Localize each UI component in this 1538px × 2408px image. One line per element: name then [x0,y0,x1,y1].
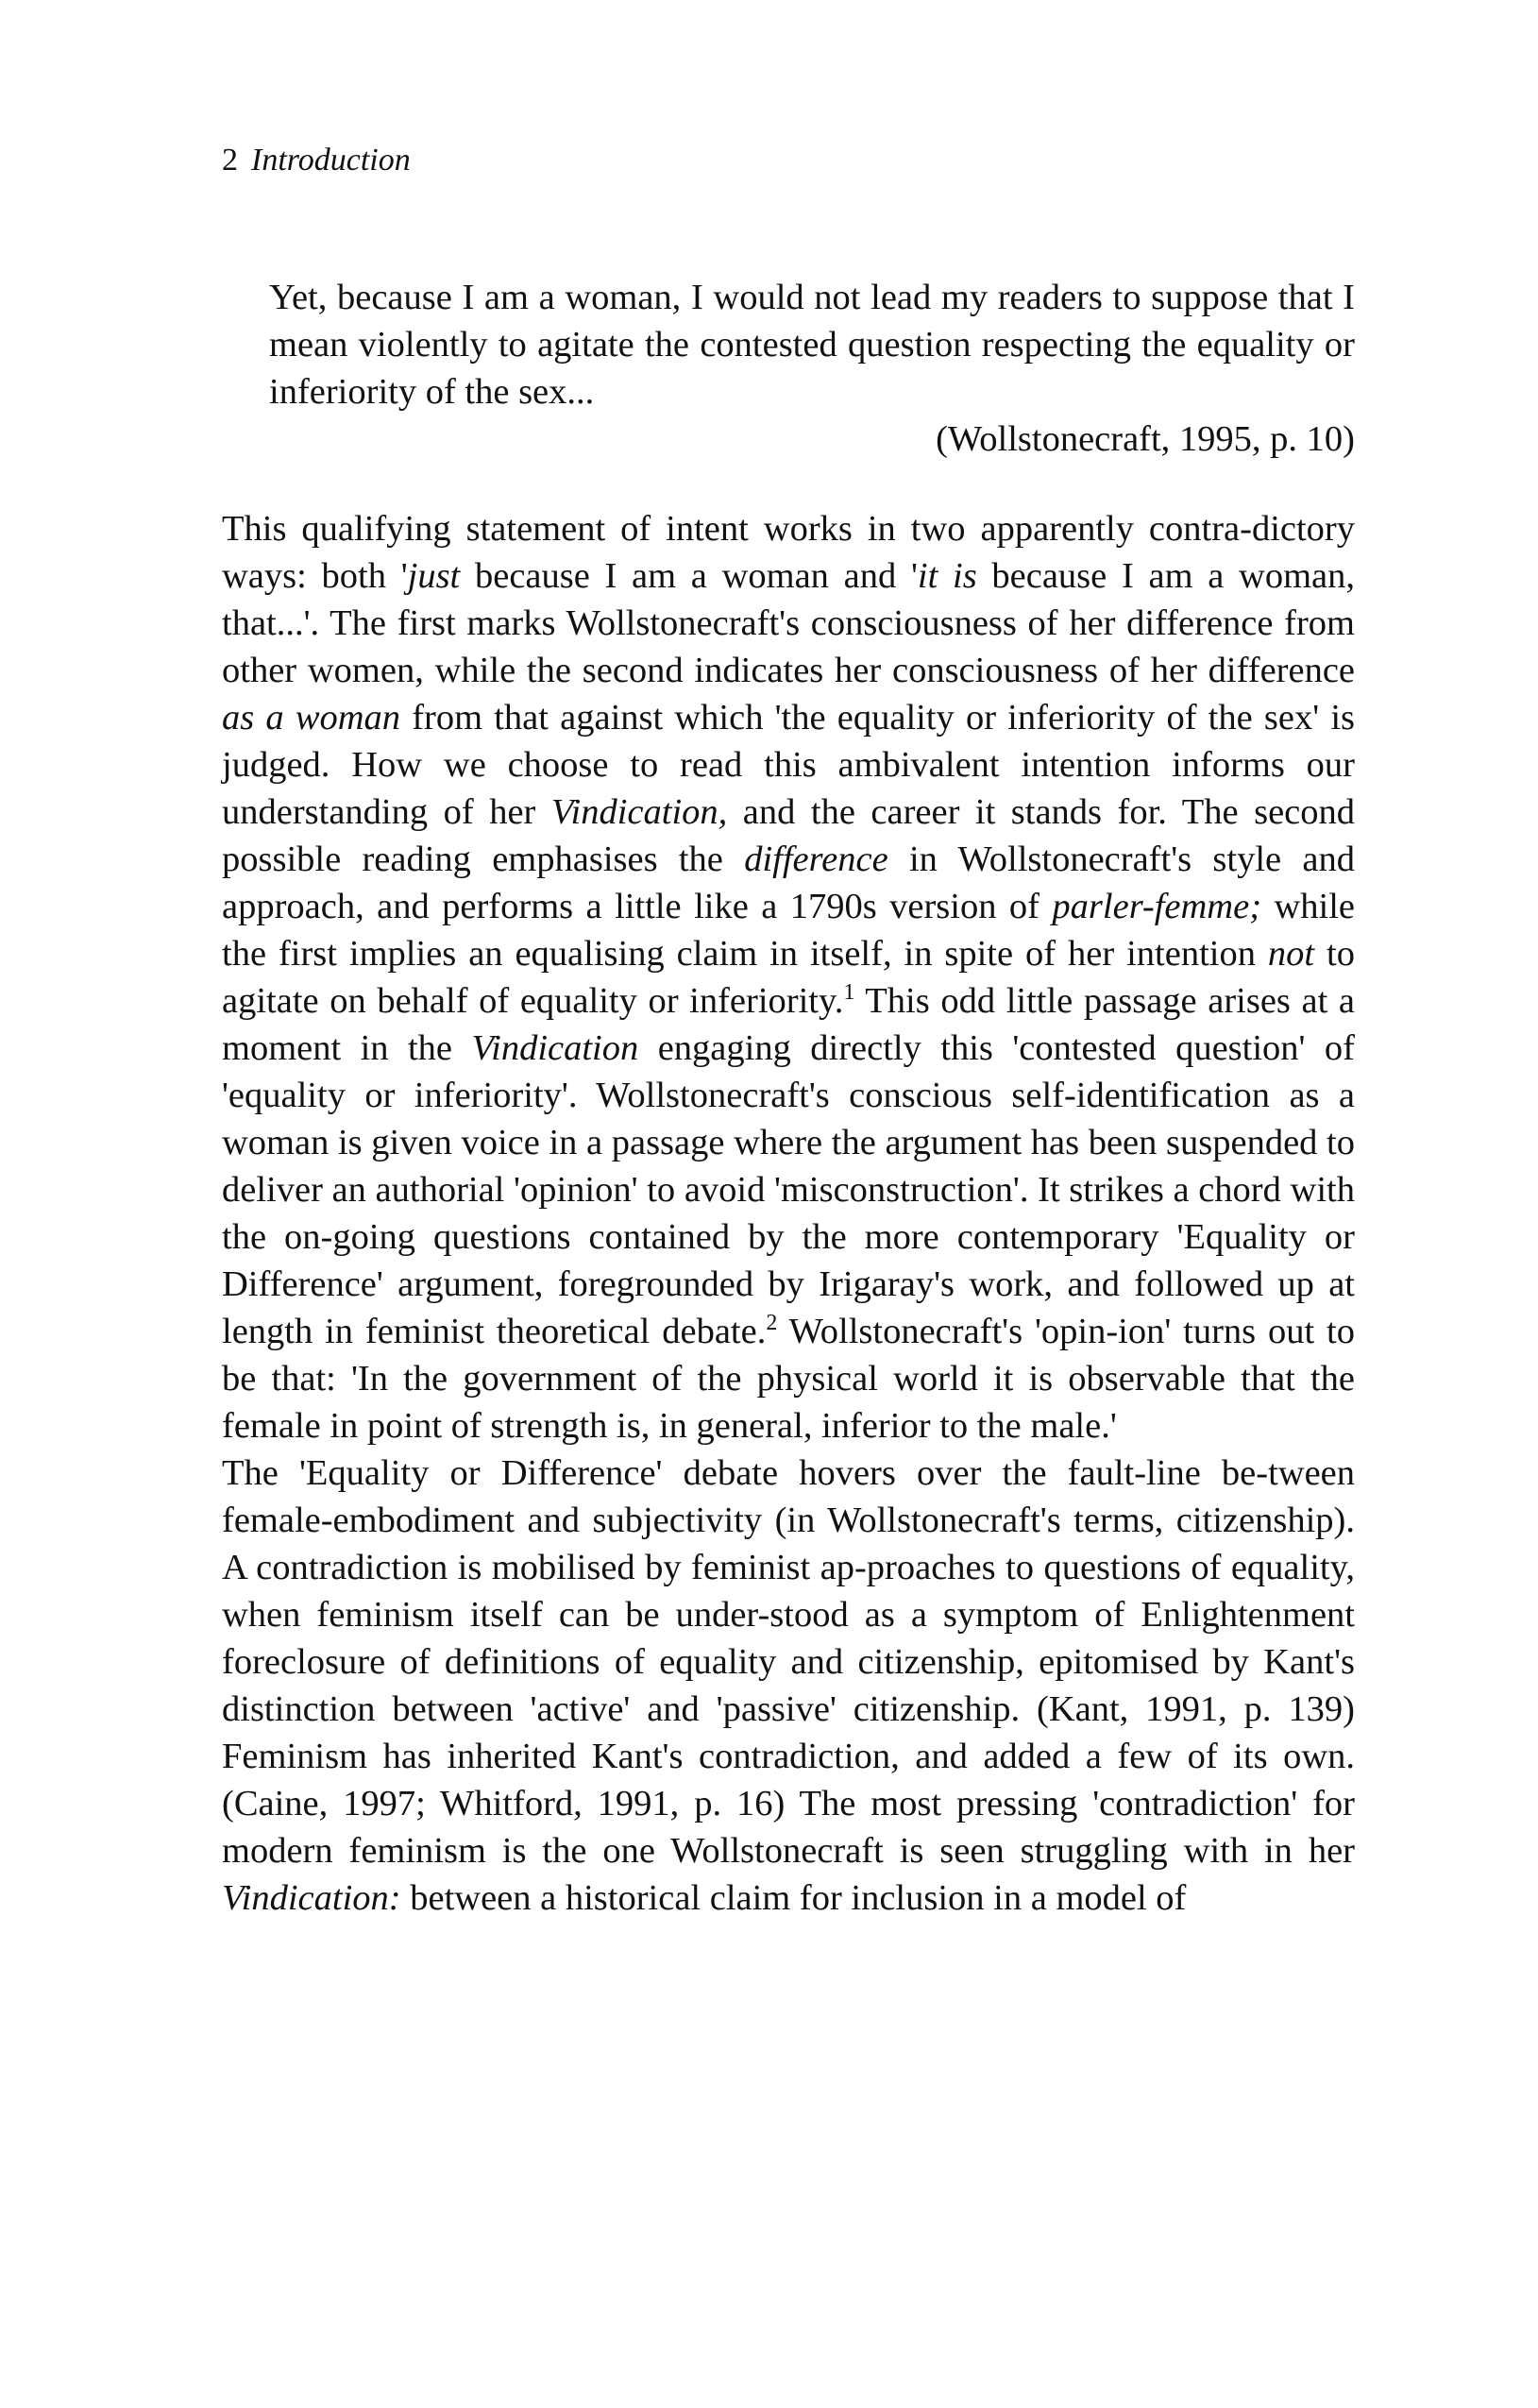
italic-run: as a woman [222,698,401,738]
text-run: to agitate on behalf of equality or inferiority. [222,934,1355,1021]
footnote-ref: 1 [843,980,855,1006]
text-run: because I am a woman and ' [460,556,918,596]
text-run: because I am a woman, that...'. The first marks Wollstonecraft's consciousness of her difference from other women, while the second indicates her consciousness of her difference [222,556,1355,690]
body-text [222,505,1355,1922]
page-number: 2 [222,143,238,178]
text-run: while the first implies an equalising claim in itself, in spite of her intention [222,887,1355,974]
italic-run: not [1267,934,1315,974]
italic-run: Vindication: [222,1878,401,1918]
epigraph-quote: Yet, because I am a woman, I would not lead my readers to suppose that I mean violently to agitate the contested question respecting the equality or inferiority of the sex... [269,278,1355,412]
text-run: between a historical claim for inclusion in a model of [400,1878,1187,1918]
text-run: and the career it stands for. The second possible reading emphasises the [222,792,1355,879]
text-run: The 'Equality or Difference' debate hovers over the fault-line be-tween female-embodiment and subjectivity (in Wollstonecraft's terms, citizenship). A contradiction is mobilised by feminist ap-proaches to questions of equality, when feminism itself can be under-stood as a symptom of Enlightenment foreclosure of definitions of equality and citizenship, epitomised by Kant's distinction between 'active' and 'passive' citizenship. (Kant, 1991, p. 139) Feminism has inherited Kant's contradiction, and added a few of its own. (Caine, 1997; Whitford, 1991, p. 16) The most pressing 'contradiction' for modern feminism is the one Wollstonecraft is seen struggling with in her [222,1453,1355,1871]
italic-run: Vindication, [550,792,728,832]
section-title: Introduction [251,143,411,178]
footnote-ref: 2 [766,1311,778,1336]
italic-run: difference [744,839,888,879]
italic-run: parler-femme; [1052,887,1262,926]
text-run: This odd little passage arises at a moment in the [222,981,1355,1068]
paragraph-1 [222,505,1355,1450]
text-run: in Wollstonecraft's style and approach, and performs a little like a 1790s version of [222,839,1355,926]
italic-run: it is [917,556,977,596]
italic-run: just [407,556,461,596]
italic-run: Vindication [471,1028,639,1068]
running-head [222,142,411,179]
text-run: from that against which 'the equality or inferiority of the sex' is judged. How we choose to read this ambivalent intention informs our understanding of her [222,698,1355,832]
paragraph-2 [222,1450,1355,1922]
text-run: engaging directly this 'contested question' of 'equality or inferiority'. Wollstonecraft's conscious self-identification as a woman is given voice in a passage where the argument has been suspended to deliver an authorial 'opinion' to avoid 'misconstruction'. It strikes a chord with the on-going questions contained by the more contemporary 'Equality or Difference' argument, foregrounded by Irigaray's work, and followed up at length in feminist theoretical debate. [222,1028,1355,1351]
text-run: This qualifying statement of intent works in two apparently contra-dictory ways: both ' [222,509,1355,596]
text-run: Wollstonecraft's 'opin-ion' turns out to be that: 'In the government of the physical world it is observable that the female in point of strength is, in general, inferior to the male.' [222,1312,1355,1446]
epigraph-citation: (Wollstonecraft, 1995, p. 10) [936,419,1355,459]
